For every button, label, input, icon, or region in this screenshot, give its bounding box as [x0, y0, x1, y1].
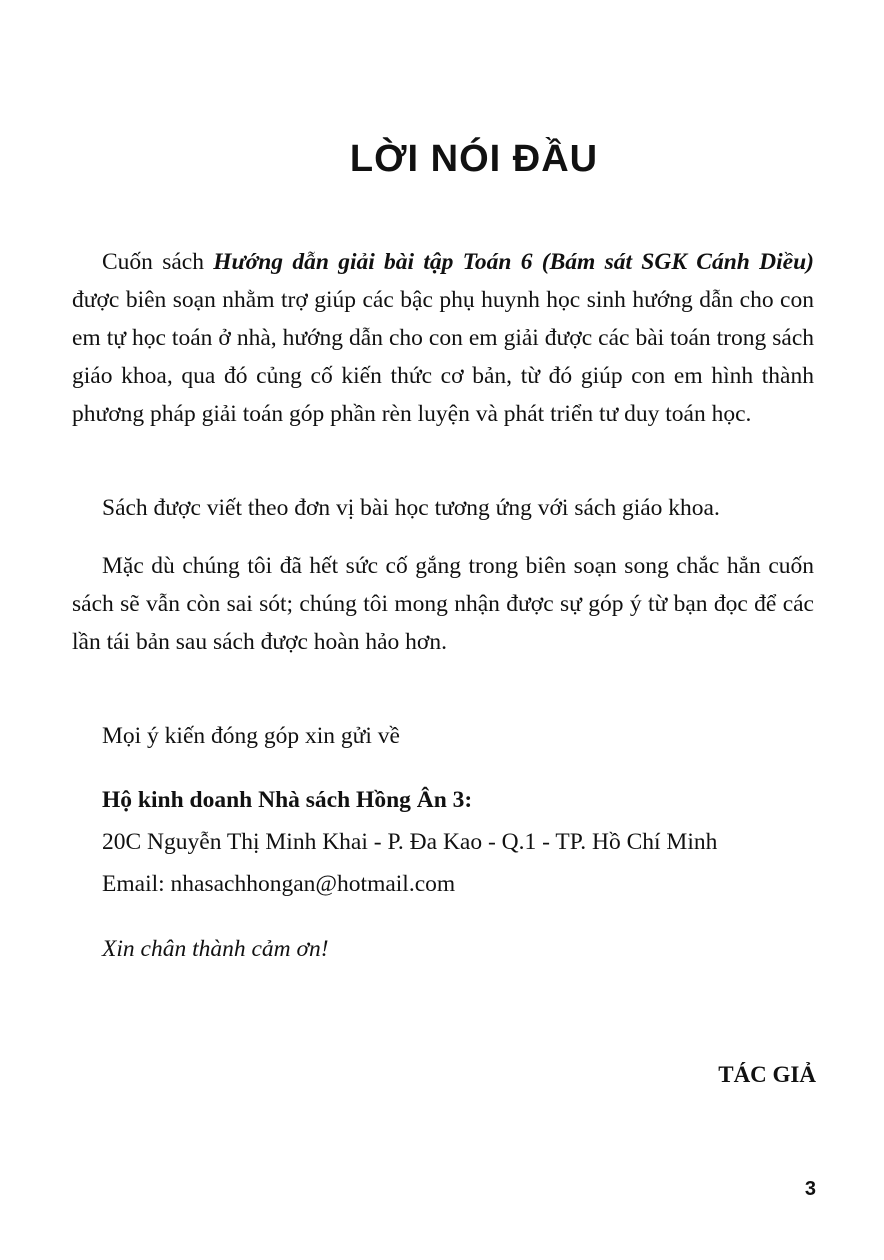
closing-thanks: Xin chân thành cảm ơn!: [102, 936, 329, 962]
page-title: LỜI NÓI ĐẦU: [349, 138, 599, 180]
intro-paragraph: [72, 243, 814, 433]
feedback-paragraph: Mọi ý kiến đóng góp xin gửi về: [102, 723, 400, 749]
page-number: 3: [804, 1178, 816, 1200]
company-address: 20C Nguyễn Thị Minh Khai - P. Đa Kao - Q.1 - TP. Hồ Chí Minh: [102, 829, 718, 855]
intro-suffix: được biên soạn nhằm trợ giúp các bậc phụ huynh học sinh hướng dẫn cho con em tự học toán ở nhà, hướng dẫn cho con em giải được các bài toán trong sách giáo khoa, qua đó củng cố kiến thức cơ bản, từ đó giúp con em hình thành phương pháp giải toán góp phần rèn luyện và phát triển tư duy toán học.: [72, 287, 814, 427]
structure-paragraph: Sách được viết theo đơn vị bài học tương ứng với sách giáo khoa.: [102, 495, 720, 521]
contact-block: [102, 779, 822, 905]
apology-paragraph: Mặc dù chúng tôi đã hết sức cố gắng trong biên soạn song chắc hẳn cuốn sách sẽ vẫn còn sai sót; chúng tôi mong nhận được sự góp ý từ bạn đọc để các lần tái bản sau sách được hoàn hảo hơn.: [72, 553, 814, 655]
intro-prefix: Cuốn sách: [102, 249, 214, 275]
book-title: Hướng dẫn giải bài tập Toán 6 (Bám sát SGK Cánh Diều): [213, 249, 814, 275]
author-signature: TÁC GIẢ: [718, 1062, 816, 1087]
company-name: Hộ kinh doanh Nhà sách Hồng Ân 3:: [102, 787, 473, 813]
company-email: Email: nhasachhongan@hotmail.com: [102, 871, 456, 897]
